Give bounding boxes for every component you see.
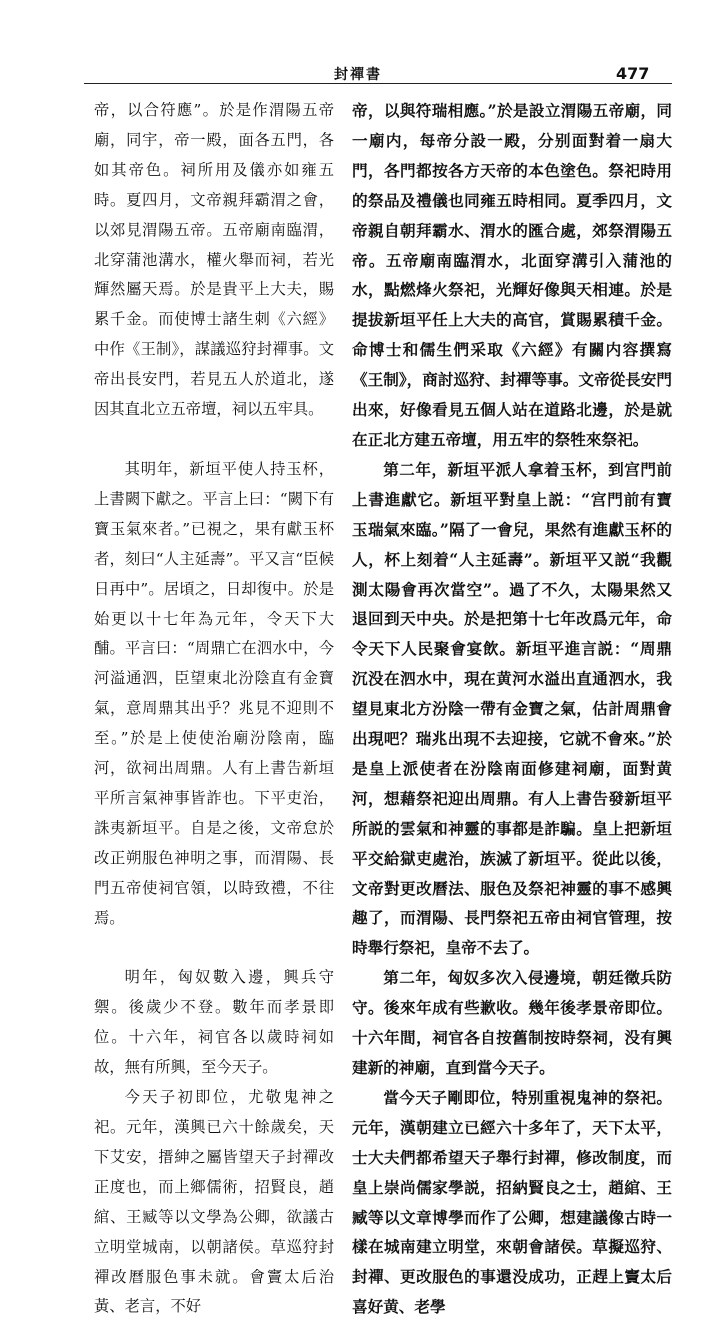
right-paragraph-2: 第二年，新垣平派人拿着玉杯，到宫門前上書進獻它。新垣平對皇上説：“宫門前有寶玉瑞氣來臨。”隔了一會兒，果然有進獻玉杯的人，杯上刻着“人主延壽”。新垣平又説“我觀測太陽會再次當空”。過了不久，太陽果然又退回到天中央。於是把第十七年改爲元年，命令天下人民聚會宴飲。新垣平進言説：“周鼎沉没在泗水中，現在黄河水溢出直通泗水，我望見東北方汾陰一帶有金寶之氣，估計周鼎會出現吧？瑞兆出現不去迎接，它就不會來。”於是皇上派使者在汾陰南面修建祠廟，面對黄河，想藉祭祀迎出周鼎。有人上書告發新垣平所説的雲氣和神靈的事都是詐騙。皇上把新垣平交給獄吏處治，族滅了新垣平。從此以後，文帝對更改曆法、服色及祭祀神靈的事不感興趣了，而渭陽、長門祭祀五帝由祠官管理，按時舉行祭祀，皇帝不去了。: [352, 459, 672, 958]
right-paragraph-4: 當今天子剛即位，特别重視鬼神的祭祀。元年，漢朝建立已經六十多年了，天下太平，士大夫們都希望天子舉行封禪，修改制度，而皇上崇尚儒家學説，招納賢良之士，趙綰、王臧等以文章博學而作了公卿，想建議像古時一樣在城南建立明堂，來朝會諸侯。草擬巡狩、封禪、更改服色的事還没成功，正趕上竇太后喜好黄、老學: [352, 1087, 672, 1317]
original-text-column: [94, 96, 334, 1322]
header-rule: [84, 83, 672, 84]
left-paragraph-2: 其明年，新垣平使人持玉杯，上書闕下獻之。平言上曰：“闕下有寶玉氣來者。”已視之，果有獻玉杯者，刻曰“人主延壽”。平又言“臣候日再中”。居頃之，日却復中。於是始更以十七年為元年，令天下大酺。平言曰：“周鼎亡在泗水中，今河溢通泗，臣望東北汾陰直有金寶氣，意周鼎其出乎？兆見不迎則不至。”於是上使使治廟汾陰南，臨河，欲祠出周鼎。人有上書告新垣平所言氣神事皆詐也。下平吏治，誅夷新垣平。自是之後，文帝怠於改正朔服色神明之事，而渭陽、長門五帝使祠官領，以時致禮，不往焉。: [94, 459, 334, 927]
running-header-title: 封禪書: [334, 67, 382, 83]
translation-text-column: [352, 96, 672, 1322]
right-paragraph-3: 第二年，匈奴多次入侵邊境，朝廷徵兵防守。後來年成有些歉收。幾年後孝景帝即位。十六年間，祠官各自按舊制按時祭祠，没有興建新的神廟，直到當今天子。: [352, 968, 672, 1077]
left-paragraph-4: 今天子初即位，尤敬鬼神之祀。元年，漢興已六十餘歲矣，天下艾安，搢紳之屬皆望天子封禪改正度也，而上鄉儒術，招賢良，趙綰、王臧等以文學為公卿，欲議古立明堂城南，以朝諸侯。草巡狩封禪改曆服色事未就。會竇太后治黃、老言，不好: [94, 1088, 334, 1316]
left-paragraph-3: 明年，匈奴數入邊，興兵守禦。後歲少不登。數年而孝景即位。十六年，祠官各以歲時祠如故，無有所興，至今天子。: [94, 968, 334, 1077]
page-number: 477: [616, 64, 650, 83]
right-paragraph-1: 帝，以與符瑞相應。”於是設立渭陽五帝廟，同一廟内，每帝分設一殿，分别面對着一扇大門，各門都按各方天帝的本色塗色。祭祀時用的祭品及禮儀也同雍五時相同。夏季四月，文帝親自朝拜霸水、渭水的匯合處，郊祭渭陽五帝。五帝廟南臨渭水，北面穿溝引入蒲池的水，點燃烽火祭祀，光輝好像與天相連。於是提拔新垣平任上大夫的高官，賞賜累積千金。命博士和儒生們采取《六經》有關内容撰寫《王制》，商討巡狩、封禪等事。文帝從長安門出來，好像看見五個人站在道路北邊，於是就在正北方建五帝壇，用五牢的祭牲來祭祀。: [352, 101, 672, 449]
left-paragraph-1: 帝，以合符應”。於是作渭陽五帝廟，同宇，帝一殿，面各五門，各如其帝色。祠所用及儀亦如雍五時。夏四月，文帝親拜霸渭之會，以郊見渭陽五帝。五帝廟南臨渭，北穿蒲池溝水，權火舉而祠，若光輝然屬天焉。於是貴平上大夫，賜累千金。而使博士諸生刺《六經》中作《王制》，謀議巡狩封禪事。文帝出長安門，若見五人於道北，遂因其直北立五帝壇，祠以五牢具。: [94, 101, 334, 419]
